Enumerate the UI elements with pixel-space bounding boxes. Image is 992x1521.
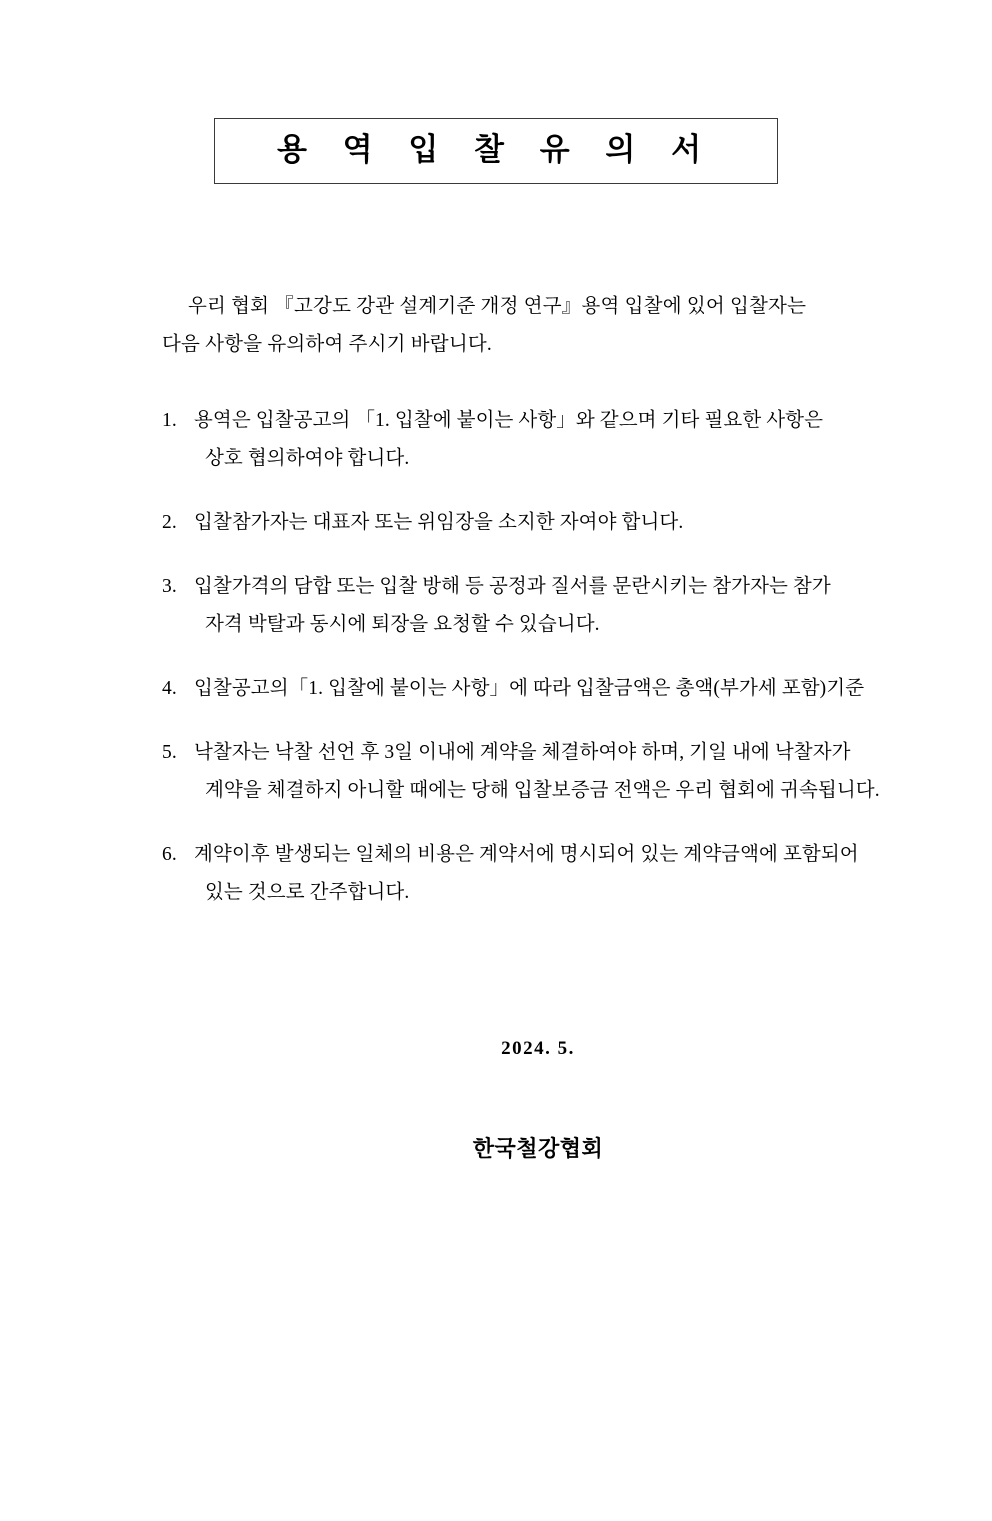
list-item-number: 2.	[162, 512, 177, 534]
list-item	[162, 670, 914, 708]
list-item-line: 계약을 체결하지 아니할 때에는 당해 입찰보증금 전액은 우리 협회에 귀속됩니다.	[205, 780, 880, 802]
list-item-line: 자격 박탈과 동시에 퇴장을 요청할 수 있습니다.	[205, 614, 600, 636]
list-item-text	[194, 402, 914, 478]
list-item-line: 입찰공고의「1. 입찰에 붙이는 사항」에 따라 입찰금액은 총액(부가세 포함)기준	[194, 678, 865, 700]
list-item-text	[194, 504, 914, 542]
list-item-line: 입찰가격의 담합 또는 입찰 방해 등 공정과 질서를 문란시키는 참가자는 참가	[194, 576, 831, 598]
list-item-text	[194, 734, 914, 810]
list-item-line: 입찰참가자는 대표자 또는 위임장을 소지한 자여야 합니다.	[194, 512, 684, 534]
intro-line-1: 우리 협회 『고강도 강관 설계기준 개정 연구』용역 입찰에 있어 입찰자는	[188, 296, 807, 318]
list-item-text	[194, 670, 914, 708]
document-body	[78, 288, 914, 1163]
list-item	[162, 836, 914, 912]
footer-date: 2024. 5.	[501, 1038, 575, 1060]
notice-list	[162, 402, 914, 912]
list-item-line: 계약이후 발생되는 일체의 비용은 계약서에 명시되어 있는 계약금액에 포함되어	[194, 844, 859, 866]
list-item-number: 4.	[162, 678, 177, 700]
list-item-line: 있는 것으로 간주합니다.	[205, 882, 410, 904]
list-item-text	[194, 836, 914, 912]
list-item-line: 낙찰자는 낙찰 선언 후 3일 이내에 계약을 체결하여야 하며, 기일 내에 낙찰자가	[194, 742, 851, 764]
list-item-line: 상호 협의하여야 합니다.	[205, 448, 410, 470]
document-footer	[162, 1038, 914, 1163]
footer-organization: 한국철강협회	[472, 1136, 604, 1162]
list-item-number: 6.	[162, 844, 177, 866]
title-box	[214, 118, 778, 184]
list-item-number: 1.	[162, 410, 177, 432]
list-item	[162, 504, 914, 542]
intro-line-2: 다음 사항을 유의하여 주시기 바랍니다.	[162, 334, 492, 356]
list-item-text	[194, 568, 914, 644]
list-item	[162, 402, 914, 478]
list-item-number: 3.	[162, 576, 177, 598]
title-container	[0, 118, 992, 184]
list-item-number: 5.	[162, 742, 177, 764]
intro-paragraph	[162, 288, 914, 364]
list-item-line: 용역은 입찰공고의 「1. 입찰에 붙이는 사항」와 같으며 기타 필요한 사항은	[194, 410, 824, 432]
list-item	[162, 568, 914, 644]
document-page	[0, 118, 992, 1521]
page-title: 용 역 입 찰 유 의 서	[276, 132, 716, 167]
list-item	[162, 734, 914, 810]
